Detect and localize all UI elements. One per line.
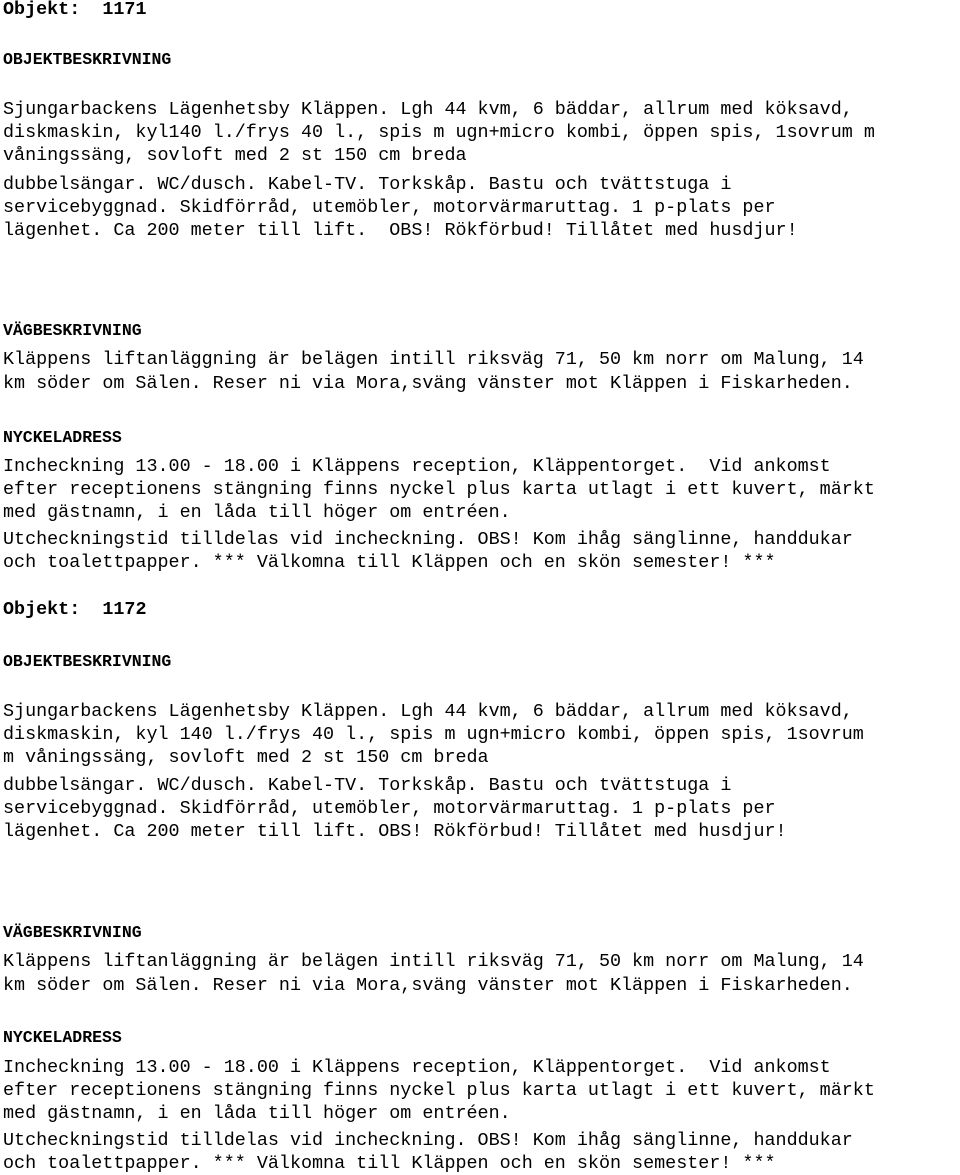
objekt-number: 1171 xyxy=(102,0,147,20)
objektbeskrivning-heading: OBJEKTBESKRIVNING xyxy=(3,652,172,671)
vagbeskrivning-heading: VÄGBESKRIVNING xyxy=(3,321,142,340)
description-line: dubbelsängar. WC/dusch. Kabel-TV. Torkskåp. Bastu och tvättstuga i xyxy=(3,174,732,195)
description-line: servicebyggnad. Skidförråd, utemöbler, motorvärmaruttag. 1 p-plats per xyxy=(3,197,776,218)
nyckeladress-heading: NYCKELADRESS xyxy=(3,1028,122,1047)
objekt-label: Objekt: xyxy=(3,599,81,620)
key-info-line: Incheckning 13.00 - 18.00 i Kläppens reception, Kläppentorget. Vid ankomst xyxy=(3,1057,831,1078)
objekt-header xyxy=(3,600,147,620)
directions-line: Kläppens liftanläggning är belägen intill riksväg 71, 50 km norr om Malung, 14 xyxy=(3,951,864,972)
description-line: servicebyggnad. Skidförråd, utemöbler, motorvärmaruttag. 1 p-plats per xyxy=(3,798,776,819)
description-line: diskmaskin, kyl140 l./frys 40 l., spis m ugn+micro kombi, öppen spis, 1sovrum m xyxy=(3,122,875,143)
directions-line: km söder om Sälen. Reser ni via Mora,sväng vänster mot Kläppen i Fiskarheden. xyxy=(3,975,853,996)
objekt-label: Objekt: xyxy=(3,0,81,20)
directions-line: Kläppens liftanläggning är belägen intill riksväg 71, 50 km norr om Malung, 14 xyxy=(3,349,864,370)
objekt-header xyxy=(3,0,147,20)
description-line: lägenhet. Ca 200 meter till lift. OBS! Rökförbud! Tillåtet med husdjur! xyxy=(3,821,787,842)
nyckeladress-heading: NYCKELADRESS xyxy=(3,428,122,447)
key-info-line: med gästnamn, i en låda till höger om entréen. xyxy=(3,1103,511,1124)
description-line: våningssäng, sovloft med 2 st 150 cm breda xyxy=(3,145,467,166)
description-line: diskmaskin, kyl 140 l./frys 40 l., spis m ugn+micro kombi, öppen spis, 1sovrum xyxy=(3,724,864,745)
key-info-line: efter receptionens stängning finns nyckel plus karta utlagt i ett kuvert, märkt xyxy=(3,1080,875,1101)
description-line: m våningssäng, sovloft med 2 st 150 cm breda xyxy=(3,747,489,768)
key-info-line: med gästnamn, i en låda till höger om entréen. xyxy=(3,502,511,523)
key-info-line: Utcheckningstid tilldelas vid incheckning. OBS! Kom ihåg sänglinne, handdukar xyxy=(3,1130,853,1151)
objektbeskrivning-heading: OBJEKTBESKRIVNING xyxy=(3,50,172,69)
key-info-line: och toalettpapper. *** Välkomna till Kläppen och en skön semester! *** xyxy=(3,1153,776,1174)
objekt-number: 1172 xyxy=(102,599,147,620)
description-line: lägenhet. Ca 200 meter till lift. OBS! Rökförbud! Tillåtet med husdjur! xyxy=(3,220,798,241)
description-line: dubbelsängar. WC/dusch. Kabel-TV. Torkskåp. Bastu och tvättstuga i xyxy=(3,775,732,796)
directions-line: km söder om Sälen. Reser ni via Mora,sväng vänster mot Kläppen i Fiskarheden. xyxy=(3,373,853,394)
key-info-line: Incheckning 13.00 - 18.00 i Kläppens reception, Kläppentorget. Vid ankomst xyxy=(3,456,831,477)
key-info-line: Utcheckningstid tilldelas vid incheckning. OBS! Kom ihåg sänglinne, handdukar xyxy=(3,529,853,550)
description-line: Sjungarbackens Lägenhetsby Kläppen. Lgh 44 kvm, 6 bäddar, allrum med köksavd, xyxy=(3,701,853,722)
key-info-line: och toalettpapper. *** Välkomna till Kläppen och en skön semester! *** xyxy=(3,552,776,573)
vagbeskrivning-heading: VÄGBESKRIVNING xyxy=(3,923,142,942)
key-info-line: efter receptionens stängning finns nyckel plus karta utlagt i ett kuvert, märkt xyxy=(3,479,875,500)
description-line: Sjungarbackens Lägenhetsby Kläppen. Lgh 44 kvm, 6 bäddar, allrum med köksavd, xyxy=(3,99,853,120)
